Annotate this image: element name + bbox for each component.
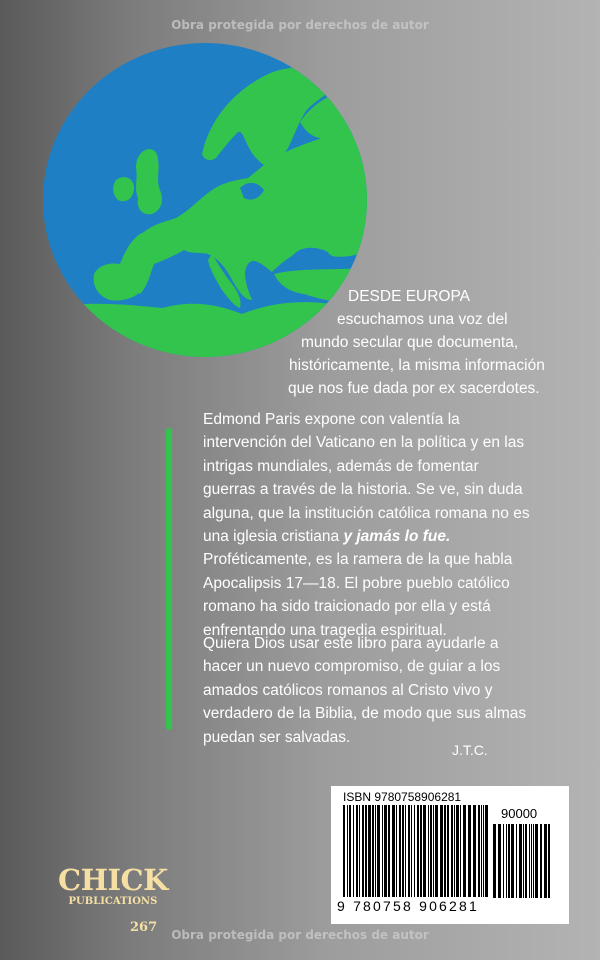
barcode-bar bbox=[444, 805, 446, 897]
barcode-bar bbox=[430, 805, 432, 897]
publisher-name: CHICK bbox=[58, 863, 168, 897]
body-paragraph-3: Quiera Dios usar este libro para ayudarle a hacer un nuevo compromiso, de guiar a los amados católicos romanos al Cristo vivo y verdadero de la Biblia, de modo que sus almas puedan ser salvadas. bbox=[203, 635, 527, 746]
barcode-bar bbox=[405, 805, 406, 897]
barcode-bar bbox=[483, 805, 484, 897]
barcode-bar bbox=[485, 805, 488, 897]
price-code: 90000 bbox=[501, 806, 538, 821]
europe-globe-icon bbox=[42, 42, 368, 358]
barcode-bar bbox=[447, 805, 449, 897]
barcode-bar bbox=[375, 805, 376, 897]
barcode-icon bbox=[343, 805, 489, 897]
barcode-bar bbox=[454, 805, 455, 897]
paragraph-text: Proféticamente, es la ramera de la que habla Apocalipsis 17—18. El pobre pueblo católico romano ha sido traicionado por ella y está enfrentando una tragedia espiritual. bbox=[203, 551, 513, 639]
barcode-bar bbox=[347, 805, 348, 897]
barcode-bar bbox=[523, 824, 524, 898]
barcode-bar bbox=[411, 805, 412, 897]
barcode-bar bbox=[540, 824, 542, 898]
barcode-bar bbox=[392, 805, 395, 897]
barcode-bar bbox=[493, 824, 496, 898]
barcode-bar bbox=[535, 824, 538, 898]
body-paragraph-2 bbox=[203, 408, 533, 642]
publisher-logo bbox=[58, 863, 168, 909]
barcode-bar bbox=[362, 805, 364, 897]
barcode-bar bbox=[356, 805, 358, 897]
intro-line: mundo secular que documenta, bbox=[301, 334, 519, 351]
barcode-bar bbox=[473, 805, 476, 897]
barcode-bar bbox=[548, 824, 550, 898]
barcode-bar bbox=[343, 805, 345, 897]
green-accent-bar bbox=[166, 428, 172, 730]
barcode-bar bbox=[408, 805, 410, 897]
barcode-bar bbox=[414, 805, 415, 897]
barcode-digits: 9 780758 906281 bbox=[337, 898, 479, 914]
barcode-bar bbox=[478, 805, 480, 897]
barcode-bar bbox=[382, 805, 383, 897]
barcode-bar bbox=[359, 805, 360, 897]
intro-line: escuchamos una voz del bbox=[337, 311, 508, 328]
isbn-label: ISBN 9780758906281 bbox=[343, 790, 462, 804]
barcode-bar bbox=[529, 824, 530, 898]
barcode-bar bbox=[508, 824, 510, 898]
barcode-bar bbox=[377, 805, 380, 897]
intro-line: que nos fue dada por ex sacerdotes. bbox=[288, 380, 540, 397]
barcode-bar bbox=[531, 824, 532, 898]
barcode-bar bbox=[388, 805, 390, 897]
barcode-bar bbox=[353, 805, 354, 897]
barcode-bar bbox=[516, 824, 517, 898]
emphasized-text: y jamás lo fue. bbox=[343, 528, 451, 546]
barcode-bar bbox=[511, 824, 514, 898]
barcode-bar bbox=[544, 824, 547, 898]
copyright-watermark-top: Obra protegida por derechos de autor bbox=[171, 18, 429, 32]
barcode-bar bbox=[399, 805, 401, 897]
barcode-bar bbox=[396, 805, 397, 897]
addon-barcode-icon bbox=[493, 824, 555, 898]
isbn-barcode-box bbox=[331, 786, 569, 924]
copyright-watermark-bottom: Obra protegida por derechos de autor bbox=[171, 928, 429, 942]
barcode-bar bbox=[433, 805, 434, 897]
barcode-bar bbox=[460, 805, 461, 897]
publisher-subtitle: PUBLICATIONS bbox=[68, 896, 158, 907]
barcode-bar bbox=[525, 824, 527, 898]
barcode-bar bbox=[435, 805, 438, 897]
catalog-number: 267 bbox=[130, 920, 158, 935]
barcode-bar bbox=[349, 805, 351, 897]
barcode-bar bbox=[456, 805, 459, 897]
barcode-bar bbox=[384, 805, 387, 897]
author-signature: J.T.C. bbox=[452, 742, 488, 758]
paragraph-text: Edmond Paris expone con valentía la intervención del Vaticano en la política y en las intrigas mundiales, además de fomentar guerras a través de la historia. Se ve, sin duda alguna, que la institución católica romana no es una iglesia cristiana bbox=[203, 411, 530, 546]
barcode-bar bbox=[365, 805, 367, 897]
barcode-bar bbox=[451, 805, 453, 897]
barcode-bar bbox=[519, 824, 522, 898]
barcode-bar bbox=[402, 805, 404, 897]
barcode-bar bbox=[417, 805, 419, 897]
barcode-bar bbox=[481, 805, 482, 897]
intro-line: históricamente, la misma información bbox=[289, 357, 545, 374]
barcode-bar bbox=[368, 805, 371, 897]
barcode-bar bbox=[463, 805, 466, 897]
barcode-bar bbox=[420, 805, 422, 897]
barcode-bar bbox=[498, 824, 501, 898]
barcode-bar bbox=[423, 805, 426, 897]
barcode-bar bbox=[533, 824, 534, 898]
barcode-bar bbox=[428, 805, 429, 897]
barcode-bar bbox=[372, 805, 374, 897]
barcode-bar bbox=[468, 805, 471, 897]
barcode-bar bbox=[506, 824, 507, 898]
intro-line-heading: DESDE EUROPA bbox=[348, 288, 471, 305]
barcode-bar bbox=[440, 805, 443, 897]
barcode-bar bbox=[503, 824, 504, 898]
